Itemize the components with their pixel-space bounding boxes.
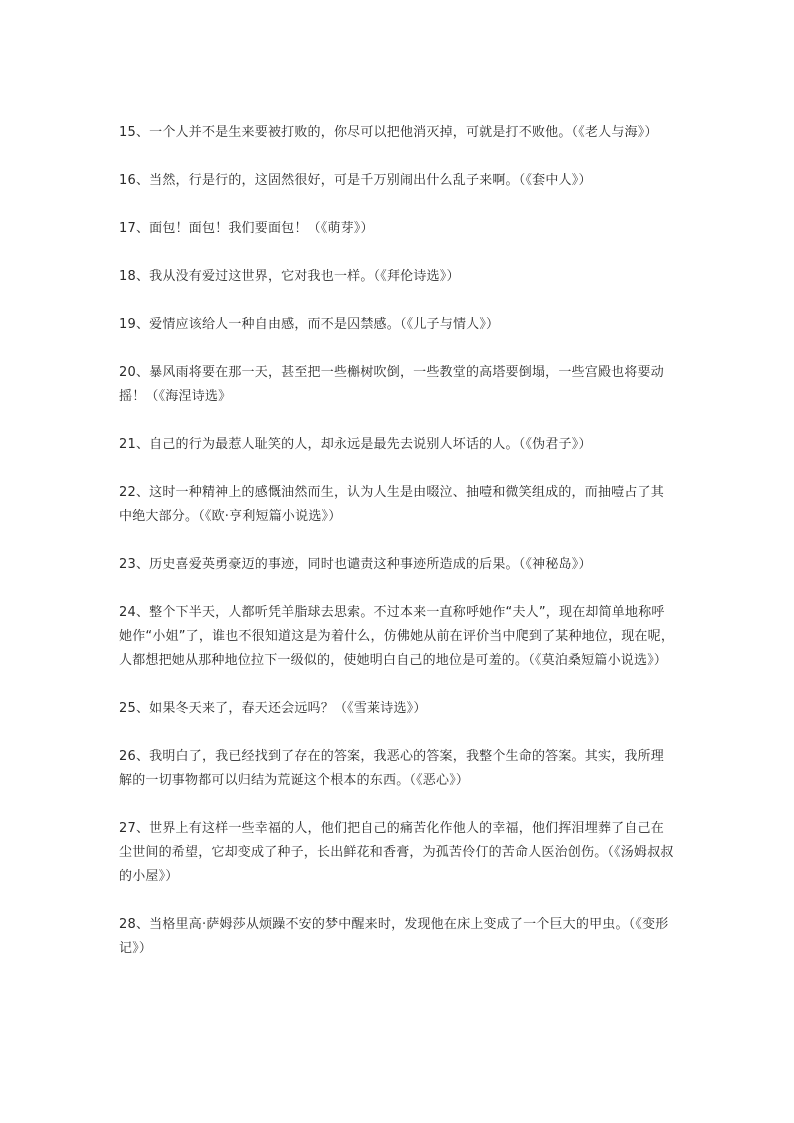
quote-28: 28、当格里高·萨姆莎从烦躁不安的梦中醒来时，发现他在床上变成了一个巨大的甲虫。（《变形记》） [119, 917, 669, 956]
quote-25: 25、如果冬天来了，春天还会远吗？（《雪莱诗选》） [119, 701, 427, 716]
quote-24: 24、整个下半天，人都听凭羊脂球去思索。不过本来一直称呼她作“夫人”，现在却简单地称呼她作“小姐”了，谁也不很知道这是为着什么，仿佛她从前在评价当中爬到了某种地位，现在呢，人都想把她从那种地位拉下一级似的，使她明白自己的地位是可羞的。（《莫泊桑短篇小说选》） [119, 605, 675, 668]
quote-18: 18、我从没有爱过这世界，它对我也一样。（《拜伦诗选》） [119, 269, 460, 284]
quote-23: 23、历史喜爱英勇豪迈的事迹，同时也谴责这种事迹所造成的后果。（《神秘岛》） [119, 557, 592, 572]
quote-list [119, 121, 675, 985]
quote-15: 15、一个人并不是生来要被打败的，你尽可以把他消灭掉，可就是打不败他。（《老人与海》） [119, 125, 658, 140]
quote-21: 21、自己的行为最惹人耻笑的人，却永远是最先去说别人坏话的人。（《伪君子》） [119, 437, 592, 452]
quote-20: 20、暴风雨将要在那一天，甚至把一些槲树吹倒，一些教堂的高塔要倒塌，一些宫殿也将要动摇！（《海涅诗选》 [119, 365, 664, 404]
quote-22: 22、这时一种精神上的感慨油然而生，认为人生是由啜泣、抽噎和微笑组成的，而抽噎占了其中绝大部分。（《欧·亨利短篇小说选》） [119, 485, 664, 524]
quote-26: 26、我明白了，我已经找到了存在的答案，我恶心的答案，我整个生命的答案。其实，我所理解的一切事物都可以归结为荒诞这个根本的东西。（《恶心》） [119, 749, 664, 788]
quote-17: 17、面包！面包！我们要面包！（《萌芽》） [119, 221, 374, 236]
quote-27: 27、世界上有这样一些幸福的人，他们把自己的痛苦化作他人的幸福，他们挥泪埋葬了自己在尘世间的希望，它却变成了种子，长出鲜花和香膏，为孤苦伶仃的苦命人医治创伤。（《汤姆叔叔的小屋》） [119, 821, 674, 884]
quote-19: 19、爱情应该给人一种自由感，而不是囚禁感。（《儿子与情人》） [119, 317, 500, 332]
quote-16: 16、当然，行是行的，这固然很好，可是千万别闹出什么乱子来啊。（《套中人》） [119, 173, 592, 188]
